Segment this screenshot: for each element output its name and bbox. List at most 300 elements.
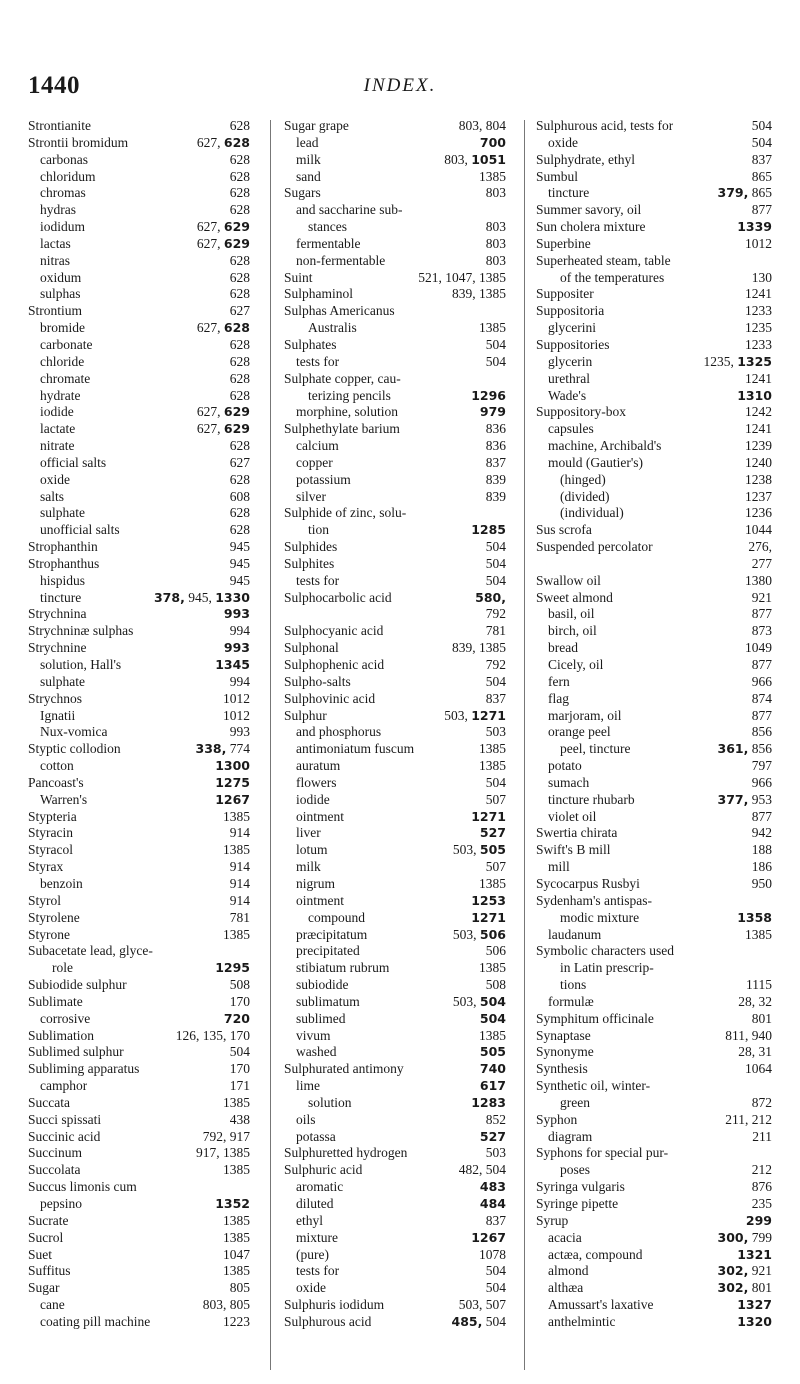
index-page-refs: 504 — [479, 1010, 506, 1026]
index-entry — [284, 371, 506, 388]
index-page-refs: 803 — [485, 185, 506, 201]
index-entry — [536, 758, 772, 775]
index-page-refs: 837 — [485, 454, 506, 470]
index-page-refs: 504 — [485, 774, 506, 790]
index-term: Styracol — [28, 842, 73, 858]
index-page-refs: 1049 — [745, 640, 772, 656]
index-entry — [536, 606, 772, 623]
index-entry — [284, 286, 506, 303]
index-page-refs: 1078 — [479, 1246, 506, 1262]
index-term: compound — [308, 909, 365, 925]
index-page-refs: 503, 506 — [452, 926, 506, 942]
index-term: auratum — [296, 758, 341, 774]
index-page-refs: 628 — [229, 252, 250, 268]
index-page-refs: 1385 — [479, 960, 506, 976]
index-entry — [284, 421, 506, 438]
index-page-refs: 608 — [229, 488, 250, 504]
index-entry — [284, 1263, 506, 1280]
index-entry — [536, 994, 772, 1011]
index-entry — [284, 876, 506, 893]
index-page-refs: 504 — [485, 555, 506, 571]
index-entry — [284, 893, 506, 910]
index-entry — [536, 825, 772, 842]
index-term: Succolata — [28, 1162, 81, 1178]
index-entry — [28, 657, 250, 674]
index-page-refs: 503 — [485, 1145, 506, 1161]
index-entry — [28, 977, 250, 994]
index-term: bromide — [40, 320, 85, 336]
index-entry — [536, 152, 772, 169]
index-term: washed — [296, 1044, 337, 1060]
index-page-refs: 1385 — [479, 168, 506, 184]
index-entry — [284, 1011, 506, 1028]
index-term: Syrup — [536, 1212, 569, 1228]
index-entry — [284, 1196, 506, 1213]
index-page-refs: 483 — [479, 1179, 506, 1195]
index-page-refs: 877 — [751, 707, 772, 723]
index-entry — [28, 893, 250, 910]
index-page-refs: 1385 — [223, 808, 250, 824]
index-term: solution — [308, 1094, 352, 1110]
index-entry — [28, 1112, 250, 1129]
index-term: Synonyme — [536, 1044, 594, 1060]
index-entry — [536, 169, 772, 186]
index-entry — [536, 320, 772, 337]
index-term: (pure) — [296, 1246, 329, 1262]
index-term: machine, Archibald's — [548, 438, 662, 454]
index-page-refs: 805 — [229, 1280, 250, 1296]
index-term: laudanum — [548, 926, 602, 942]
index-term: actæa, compound — [548, 1246, 643, 1262]
index-page-refs: 914 — [229, 875, 250, 891]
index-term: Pancoast's — [28, 774, 84, 790]
index-term: Styrax — [28, 859, 64, 875]
index-term: Syphons for special pur- — [536, 1145, 669, 1161]
index-entry — [536, 590, 772, 607]
index-page-refs: 628 — [229, 353, 250, 369]
index-page-refs: 836 — [485, 438, 506, 454]
index-entry — [28, 859, 250, 876]
index-term: Strontium — [28, 303, 83, 319]
index-term: non-fermentable — [296, 252, 386, 268]
index-entry — [284, 977, 506, 994]
index-term: benzoin — [40, 875, 83, 891]
index-entry — [284, 169, 506, 186]
index-page-refs: 126, 135, 170 — [175, 1027, 250, 1043]
index-term: Strophanthus — [28, 555, 100, 571]
index-entry — [536, 1078, 772, 1095]
index-entry — [28, 337, 250, 354]
index-term: oxide — [548, 134, 578, 150]
index-page-refs: 803 — [485, 235, 506, 251]
index-term: chloridum — [40, 168, 96, 184]
index-entry — [536, 539, 772, 556]
index-page-refs: 628 — [229, 168, 250, 184]
index-term: Styracin — [28, 825, 73, 841]
index-term: Sus scrofa — [536, 522, 592, 538]
index-term: Nux-vomica — [40, 724, 108, 740]
index-term: Sulphethylate barium — [284, 421, 400, 437]
index-page-refs: 856 — [751, 724, 772, 740]
index-entry — [28, 270, 250, 287]
index-page-refs: 1241 — [745, 421, 772, 437]
index-page-refs: 1385 — [479, 758, 506, 774]
index-entry — [28, 1061, 250, 1078]
index-term: tincture — [40, 589, 82, 605]
index-entry — [28, 236, 250, 253]
index-entry — [28, 1044, 250, 1061]
index-term: Synaptase — [536, 1027, 591, 1043]
index-page-refs: 877 — [751, 202, 772, 218]
index-term: Succus limonis cum — [28, 1179, 137, 1195]
index-page-refs: 839, 1385 — [452, 640, 506, 656]
index-entry — [284, 1028, 506, 1045]
index-entry — [284, 640, 506, 657]
index-entry — [284, 556, 506, 573]
index-entry — [284, 994, 506, 1011]
index-entry — [536, 1028, 772, 1045]
index-page-refs: 1385 — [223, 1212, 250, 1228]
index-entry — [284, 842, 506, 859]
index-entry — [536, 1196, 772, 1213]
index-term: Suppository-box — [536, 404, 627, 420]
index-entry — [28, 1162, 250, 1179]
index-term: violet oil — [548, 808, 597, 824]
index-term: Succinum — [28, 1145, 82, 1161]
index-entry — [28, 741, 250, 758]
index-entry — [28, 1011, 250, 1028]
index-term: Sulphuretted hydrogen — [284, 1145, 408, 1161]
index-entry — [28, 1028, 250, 1045]
index-entry — [28, 775, 250, 792]
index-term: and saccharine sub- — [296, 202, 403, 218]
index-entry — [28, 943, 250, 960]
index-term: potassa — [296, 1128, 336, 1144]
index-page-refs: 979 — [479, 404, 506, 420]
index-entry — [284, 472, 506, 489]
index-page-refs: 170 — [229, 1061, 250, 1077]
index-page-refs: 720 — [223, 1010, 250, 1026]
index-page-refs: 1295 — [215, 960, 250, 976]
index-entry — [284, 505, 506, 522]
index-page-refs: 1385 — [223, 1094, 250, 1110]
index-term: nitras — [40, 252, 70, 268]
index-entry — [28, 1213, 250, 1230]
index-entry — [28, 623, 250, 640]
index-entry — [28, 691, 250, 708]
index-page-refs: 1240 — [745, 454, 772, 470]
index-page-refs: 1047 — [223, 1246, 250, 1262]
index-entry — [284, 691, 506, 708]
index-entry — [28, 674, 250, 691]
index-term: silver — [296, 488, 326, 504]
index-page-refs: 505 — [479, 1044, 506, 1060]
index-term: Amussart's laxative — [548, 1297, 654, 1313]
index-term: oils — [296, 1111, 316, 1127]
index-entry — [536, 893, 772, 910]
index-entry — [284, 1230, 506, 1247]
index-entry — [284, 152, 506, 169]
index-term: calcium — [296, 438, 339, 454]
index-term: carbonas — [40, 151, 88, 167]
index-term: stances — [308, 219, 347, 235]
index-term: glycerin — [548, 353, 593, 369]
index-page-refs: 1310 — [737, 387, 772, 403]
index-page-refs: 482, 504 — [458, 1162, 506, 1178]
index-term: camphor — [40, 1078, 88, 1094]
index-entry — [536, 253, 772, 270]
index-term: unofficial salts — [40, 522, 120, 538]
index-term: Swift's B mill — [536, 842, 611, 858]
index-entry — [28, 640, 250, 657]
index-term: sand — [296, 168, 321, 184]
index-entry — [536, 960, 772, 977]
index-term: Suspended percolator — [536, 539, 653, 555]
index-page-refs: 521, 1047, 1385 — [418, 269, 506, 285]
index-page-refs: 876 — [751, 1179, 772, 1195]
index-page-refs: 1385 — [223, 1263, 250, 1279]
index-page-refs: 504 — [485, 673, 506, 689]
index-entry — [28, 1263, 250, 1280]
index-entry — [28, 724, 250, 741]
index-page-refs: 1271 — [471, 808, 506, 824]
index-term: Suppositoria — [536, 303, 605, 319]
index-column-2 — [284, 118, 506, 1331]
index-term: mill — [548, 859, 570, 875]
index-entry — [284, 1078, 506, 1095]
index-entry — [284, 590, 506, 607]
index-page-refs: 277 — [751, 555, 772, 571]
index-entry — [536, 354, 772, 371]
index-page-refs: 506 — [485, 943, 506, 959]
index-entry — [28, 505, 250, 522]
index-entry — [284, 219, 506, 236]
index-term: tion — [308, 522, 330, 538]
index-entry — [536, 809, 772, 826]
index-entry — [536, 505, 772, 522]
index-page-refs: 1271 — [471, 909, 506, 925]
index-entry — [536, 472, 772, 489]
index-entry — [536, 977, 772, 994]
index-term: pepsino — [40, 1196, 82, 1211]
index-page-refs: 873 — [751, 623, 772, 639]
index-page-refs: 235 — [751, 1196, 772, 1211]
index-term: Suffitus — [28, 1263, 71, 1279]
index-entry — [284, 354, 506, 371]
index-term: morphine, solution — [296, 404, 398, 420]
index-term: Ignatii — [40, 707, 76, 723]
index-page-refs: 1385 — [479, 741, 506, 757]
index-term: fermentable — [296, 235, 361, 251]
index-entry — [284, 825, 506, 842]
index-term: Subacetate lead, glyce- — [28, 943, 153, 959]
index-page-refs: 504 — [485, 539, 506, 555]
index-term: Sulpho-salts — [284, 673, 351, 689]
index-entry — [28, 1247, 250, 1264]
index-term: lactas — [40, 235, 71, 251]
index-entry — [28, 219, 250, 236]
index-term: chloride — [40, 353, 85, 369]
index-page-refs: 628 — [229, 522, 250, 538]
index-page-refs: 628 — [229, 202, 250, 218]
index-page-refs: 914 — [229, 892, 250, 908]
index-page-refs: 803, 1051 — [444, 151, 506, 167]
index-page-refs: 781 — [229, 909, 250, 925]
index-entry — [284, 775, 506, 792]
index-term: Strychninæ sulphas — [28, 623, 134, 639]
index-term: Sulphide of zinc, solu- — [284, 505, 407, 521]
index-term: tions — [560, 977, 587, 993]
index-entry — [536, 489, 772, 506]
index-page-refs: 803, 804 — [458, 118, 506, 133]
index-entry — [284, 489, 506, 506]
index-term: Suint — [284, 269, 313, 285]
index-entry — [28, 202, 250, 219]
index-entry — [28, 388, 250, 405]
index-entry — [284, 573, 506, 590]
index-page-refs: 300, 799 — [717, 1229, 772, 1245]
index-entry — [536, 135, 772, 152]
index-entry — [284, 1314, 506, 1331]
index-page-refs: 503 — [485, 724, 506, 740]
index-entry — [284, 606, 506, 623]
index-entry — [536, 1044, 772, 1061]
index-term: antimoniatum fuscum — [296, 741, 415, 757]
index-entry — [284, 388, 506, 405]
index-entry — [28, 489, 250, 506]
index-term: Symphitum officinale — [536, 1010, 654, 1026]
index-entry — [28, 910, 250, 927]
index-term: Sulphurous acid — [284, 1313, 372, 1329]
index-page-refs: 628 — [229, 118, 250, 133]
index-page-refs: 628 — [229, 269, 250, 285]
index-entry — [536, 522, 772, 539]
index-page-refs: 966 — [751, 774, 772, 790]
index-page-refs: 211 — [752, 1128, 772, 1144]
index-page-refs: 628 — [229, 370, 250, 386]
index-entry — [28, 876, 250, 893]
index-term: terizing pencils — [308, 387, 391, 403]
index-entry — [28, 1280, 250, 1297]
index-term: Syringe pipette — [536, 1196, 619, 1211]
index-entry — [284, 522, 506, 539]
index-term: of the temperatures — [560, 269, 665, 285]
index-page-refs: 503, 1271 — [444, 707, 506, 723]
index-entry — [28, 842, 250, 859]
index-page-refs: 627 — [229, 303, 250, 319]
index-entry — [536, 455, 772, 472]
index-page-refs: 302, 801 — [717, 1280, 772, 1296]
index-term: (divided) — [560, 488, 610, 504]
index-page-refs: 1327 — [737, 1297, 772, 1313]
index-page-refs: 877 — [751, 808, 772, 824]
index-entry — [284, 1213, 506, 1230]
index-term: sulphate — [40, 673, 85, 689]
index-term: Sublimed sulphur — [28, 1044, 124, 1060]
index-page-refs: 299 — [745, 1212, 772, 1228]
index-term: corrosive — [40, 1010, 91, 1026]
index-term: Sumbul — [536, 168, 579, 184]
index-entry — [28, 556, 250, 573]
index-term: milk — [296, 859, 321, 875]
index-entry — [536, 219, 772, 236]
index-page-refs: 628 — [229, 505, 250, 521]
index-entry — [284, 438, 506, 455]
index-page-refs: 874 — [751, 690, 772, 706]
index-page-refs: 993 — [223, 640, 250, 656]
index-page-refs: 803 — [485, 219, 506, 235]
index-term: Sublimate — [28, 993, 83, 1009]
index-page-refs: 628 — [229, 151, 250, 167]
index-page-refs: 28, 31 — [738, 1044, 772, 1060]
index-page-refs: 839 — [485, 471, 506, 487]
index-term: Sydenham's antispas- — [536, 892, 653, 908]
index-term: copper — [296, 454, 333, 470]
index-page-refs: 803 — [485, 252, 506, 268]
index-term: Styrolene — [28, 909, 80, 925]
index-page-refs: 945 — [229, 539, 250, 555]
index-term: Sulphur — [284, 707, 327, 723]
index-page-refs: 485, 504 — [451, 1313, 506, 1329]
index-term: Strontii bromidum — [28, 134, 129, 150]
index-page-refs: 580, — [475, 589, 506, 605]
index-term: green — [560, 1094, 590, 1110]
index-entry — [536, 1297, 772, 1314]
index-entry — [536, 674, 772, 691]
index-page-refs: 628 — [229, 185, 250, 201]
index-entry — [284, 927, 506, 944]
index-entry — [536, 792, 772, 809]
index-page-refs: 276, — [748, 539, 772, 555]
index-entry — [536, 741, 772, 758]
index-page-refs: 508 — [229, 977, 250, 993]
index-term: Sulphovinic acid — [284, 690, 376, 706]
index-term: tests for — [296, 572, 340, 588]
index-page-refs: 508 — [485, 977, 506, 993]
index-entry — [284, 1095, 506, 1112]
index-page-refs: 503, 505 — [452, 842, 506, 858]
index-term: oxidum — [40, 269, 82, 285]
index-term: hispidus — [40, 572, 86, 588]
index-term: lactate — [40, 421, 76, 437]
index-page-refs: 877 — [751, 657, 772, 672]
index-term: aromatic — [296, 1179, 344, 1195]
index-term: carbonate — [40, 336, 93, 352]
index-page-refs: 740 — [479, 1061, 506, 1077]
index-term: fern — [548, 673, 570, 689]
index-entry — [536, 1112, 772, 1129]
index-page-refs: 504 — [751, 134, 772, 150]
index-entry — [536, 623, 772, 640]
index-entry — [536, 421, 772, 438]
index-term: Sulphocyanic acid — [284, 623, 384, 639]
index-page-refs: 836 — [485, 421, 506, 437]
index-entry — [28, 994, 250, 1011]
index-term: and phosphorus — [296, 724, 382, 740]
index-page-refs: 361, 856 — [717, 741, 772, 757]
index-page-refs: 994 — [229, 673, 250, 689]
index-term: Stypteria — [28, 808, 77, 824]
index-page-refs: 872 — [751, 1094, 772, 1110]
index-page-refs: 1345 — [215, 657, 250, 672]
index-page-refs: 942 — [751, 825, 772, 841]
index-page-refs: 527 — [479, 1128, 506, 1144]
index-term: sublimed — [296, 1010, 346, 1026]
index-entry — [28, 286, 250, 303]
index-term: Sulphuric acid — [284, 1162, 363, 1178]
index-page-refs: 1233 — [745, 303, 772, 319]
index-page-refs: 438 — [229, 1111, 250, 1127]
